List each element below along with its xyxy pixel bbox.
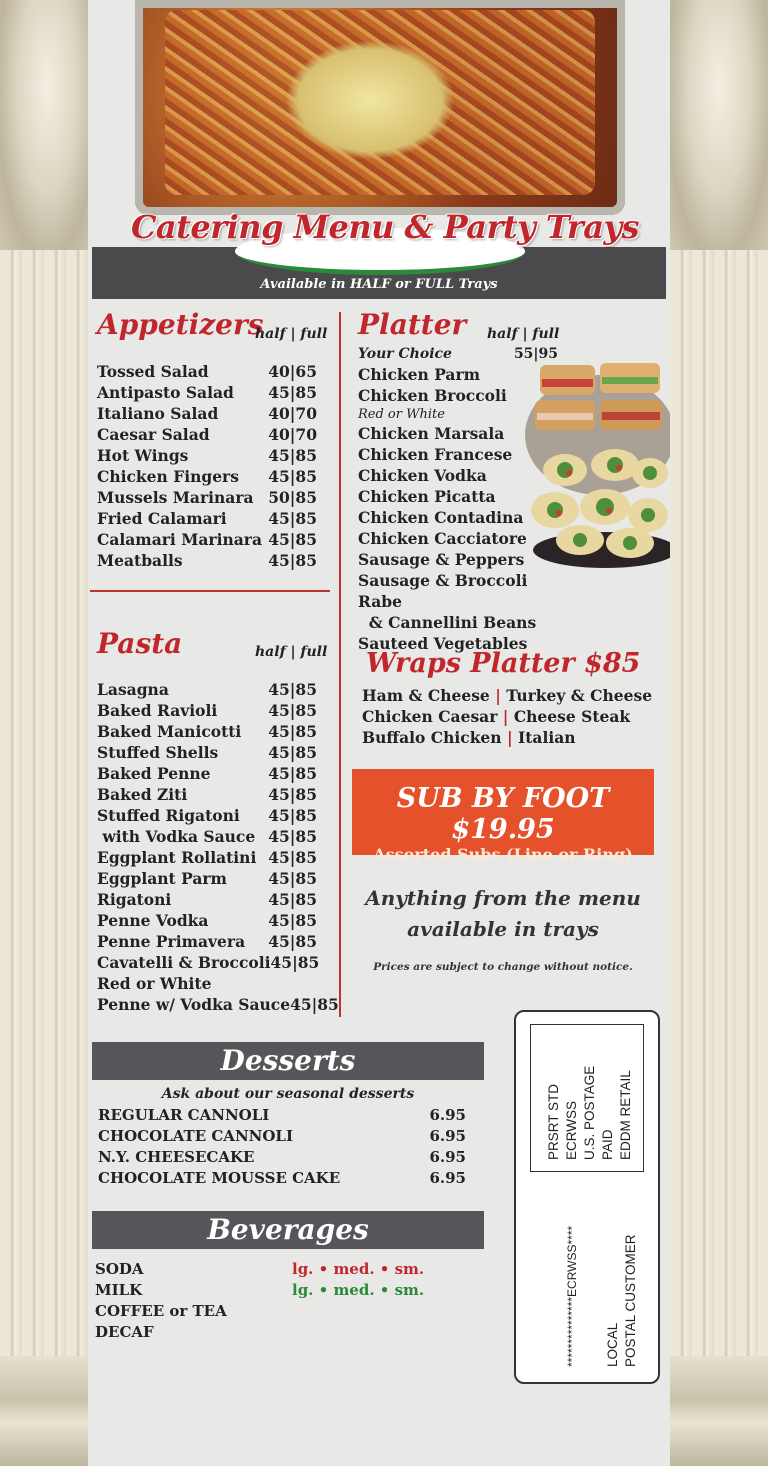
list-item: Chicken Vodka [358,466,487,485]
list-item: Sauteed Vegetables [358,634,528,653]
list-item: SODA [95,1260,144,1278]
appetizers-list [97,361,317,571]
item-price: 45|85 [268,848,317,867]
list-item [97,487,317,508]
item-price: 45|85 [268,932,317,951]
item-price: 40|70 [268,404,317,423]
item-name: Baked Ziti [97,785,188,804]
left-pillar-base [0,1356,95,1466]
item-price: 45|85 [268,806,317,825]
item-price: 45|85 [268,827,317,846]
list-item [97,973,317,994]
list-item: Chicken Picatta [358,487,496,506]
list-item: & Cannellini Beans [358,613,537,632]
list-item [98,1147,466,1168]
item-name: Mussels Marinara [97,488,254,507]
item-name: Baked Manicotti [97,722,242,741]
item-price: 45|85 [268,446,317,465]
postage-line-1: PRSRT STD [546,1083,561,1160]
item-price: 45|85 [268,722,317,741]
list-item: MILK [95,1281,143,1299]
item-price: 45|85 [268,383,317,402]
postage-line-3: U.S. POSTAGE [582,1065,597,1160]
item-price: 45|85 [268,701,317,720]
item-price: 50|85 [268,488,317,507]
soda-sizes: lg. • med. • sm. [292,1260,425,1278]
beverage-sizes [292,1259,424,1301]
item-name: Eggplant Parm [97,869,227,888]
item-price: 45|85 [268,890,317,909]
list-item [97,868,317,889]
item-price: 40|70 [268,425,317,444]
postal-customer-line: POSTAL CUSTOMER [623,1234,638,1367]
broccoli-note: Red or White [358,407,445,422]
item-name: Tossed Salad [97,362,209,381]
list-item: Sausage & Broccoli Rabe [358,571,528,611]
local-line: LOCAL [605,1322,620,1367]
item-name: N.Y. CHEESECAKE [98,1148,255,1166]
list-item [97,805,317,826]
item-name: Penne Vodka [97,911,209,930]
item-name: Stuffed Shells [97,743,219,762]
list-item [98,1126,466,1147]
list-item [97,994,339,1015]
item-price: 45|85 [270,953,320,972]
right-pillar-capital [670,0,768,250]
list-item [97,742,317,763]
item-name: Baked Ravioli [97,701,218,720]
item-name: REGULAR CANNOLI [98,1106,270,1124]
column-divider [339,312,341,1017]
platter-title: Platter [358,308,467,341]
item-price: 45|85 [268,530,317,549]
prices-note: Prices are subject to change without notice. [373,961,633,973]
item-name: Antipasto Salad [97,383,234,402]
item-price: 45|85 [268,551,317,570]
list-item [97,382,317,403]
item-name: Penne Primavera [97,932,246,951]
item-name: Red or White [97,974,212,993]
list-item [97,403,317,424]
right-pillar-base [670,1356,768,1466]
appetizers-title: Appetizers [97,308,264,341]
right-pillar [670,0,768,1466]
item-name: Hot Wings [97,446,189,465]
postage-line-4: PAID [600,1129,615,1160]
list-item [97,466,317,487]
list-item [97,361,317,382]
milk-sizes: lg. • med. • sm. [292,1281,425,1299]
platter-choice-price: 55|95 [513,346,558,362]
list-item [97,679,317,700]
list-item [97,721,317,742]
postage-box [530,1024,644,1172]
item-price: 6.95 [429,1127,466,1145]
item-name: Italiano Salad [97,404,219,423]
list-item: Chicken Contadina [358,508,524,527]
item-name: Cavatelli & Broccoli [97,953,271,972]
list-item [97,508,317,529]
pasta-tray-photo [135,0,625,215]
anything-note: Anything from the menu available in trays [365,886,641,941]
desserts-title: Desserts [92,1042,484,1080]
item-price: 45|85 [268,509,317,528]
sub-title: SUB BY FOOT $19.95 [396,783,610,845]
item-price: 45|85 [268,743,317,762]
appetizers-divider [90,590,330,592]
platter-size-label: half | full [487,326,560,342]
item-name: CHOCOLATE CANNOLI [98,1127,293,1145]
header-subtitle: Available in HALF or FULL Trays [260,277,498,292]
item-name: Lasagna [97,680,169,699]
pasta-title: Pasta [97,627,183,660]
list-item [97,931,317,952]
desserts-list [98,1105,466,1189]
ecrwss-line: ***************ECRWSS**** [565,1225,579,1367]
item-name: Chicken Fingers [97,467,239,486]
list-item [98,1105,466,1126]
item-price: 45|85 [268,680,317,699]
list-item [97,952,320,973]
list-item [97,889,317,910]
sandwich-platter-photo [520,345,670,575]
item-price: 6.95 [429,1169,466,1187]
item-name: Fried Calamari [97,509,227,528]
wraps-row: Chicken Caesar | Cheese Steak [362,707,631,726]
postage-line-2: ECRWSS [564,1100,579,1160]
sub-by-foot-banner [352,769,654,864]
postage-line-5: EDDM RETAIL [618,1070,633,1160]
item-name: CHOCOLATE MOUSSE CAKE [98,1169,341,1187]
wraps-row: Ham & Cheese | Turkey & Cheese [362,686,653,705]
item-name: with Vodka Sauce [97,827,256,846]
list-item: Chicken Cacciatore [358,529,527,548]
item-name: Eggplant Rollatini [97,848,257,867]
item-price: 45|85 [268,869,317,888]
pasta-list [97,679,339,1015]
pasta-size-label: half | full [255,644,328,660]
item-price: 6.95 [429,1106,466,1124]
item-name: Rigatoni [97,890,172,909]
platter-choice-label: Your Choice [358,346,452,362]
item-name: Stuffed Rigatoni [97,806,240,825]
list-item [97,784,317,805]
wraps-row: Buffalo Chicken | Italian [362,728,576,747]
list-item [97,763,317,784]
list-item [97,550,317,571]
item-price: 45|85 [268,911,317,930]
item-name: Caesar Salad [97,425,210,444]
page-title: Catering Menu & Party Trays [130,208,640,246]
item-price: 45|85 [290,995,339,1014]
appetizers-size-label: half | full [255,326,328,342]
item-name: Baked Penne [97,764,211,783]
left-pillar-capital [0,0,95,250]
wraps-title: Wraps Platter $85 [366,648,641,679]
list-item [97,826,317,847]
list-item [98,1168,466,1189]
item-name: Penne w/ Vodka Sauce [97,995,291,1014]
list-item: Chicken Parm [358,365,481,384]
beverages-title: Beverages [92,1211,484,1249]
list-item: COFFEE or TEA [95,1302,227,1320]
wraps-list [362,685,652,748]
list-item: Chicken Broccoli [358,386,507,405]
list-item [97,445,317,466]
list-item: Chicken Francese [358,445,513,464]
item-name: Meatballs [97,551,183,570]
item-price: 6.95 [429,1148,466,1166]
sub-text: Assorted Subs (Line or Ring) [373,845,633,864]
left-pillar [0,0,95,1466]
list-item [97,700,317,721]
item-price: 45|85 [268,467,317,486]
list-item [97,529,317,550]
item-price: 45|85 [268,785,317,804]
list-item [97,424,317,445]
beverages-list [95,1259,227,1343]
postal-indicia [514,1010,660,1384]
list-item: Sausage & Peppers [358,550,525,569]
item-price: 45|85 [268,764,317,783]
list-item [97,910,317,931]
desserts-note: Ask about our seasonal desserts [161,1086,415,1102]
list-item: DECAF [95,1323,154,1341]
list-item [97,847,317,868]
item-name: Calamari Marinara [97,530,262,549]
item-price: 40|65 [268,362,317,381]
list-item: Chicken Marsala [358,424,505,443]
